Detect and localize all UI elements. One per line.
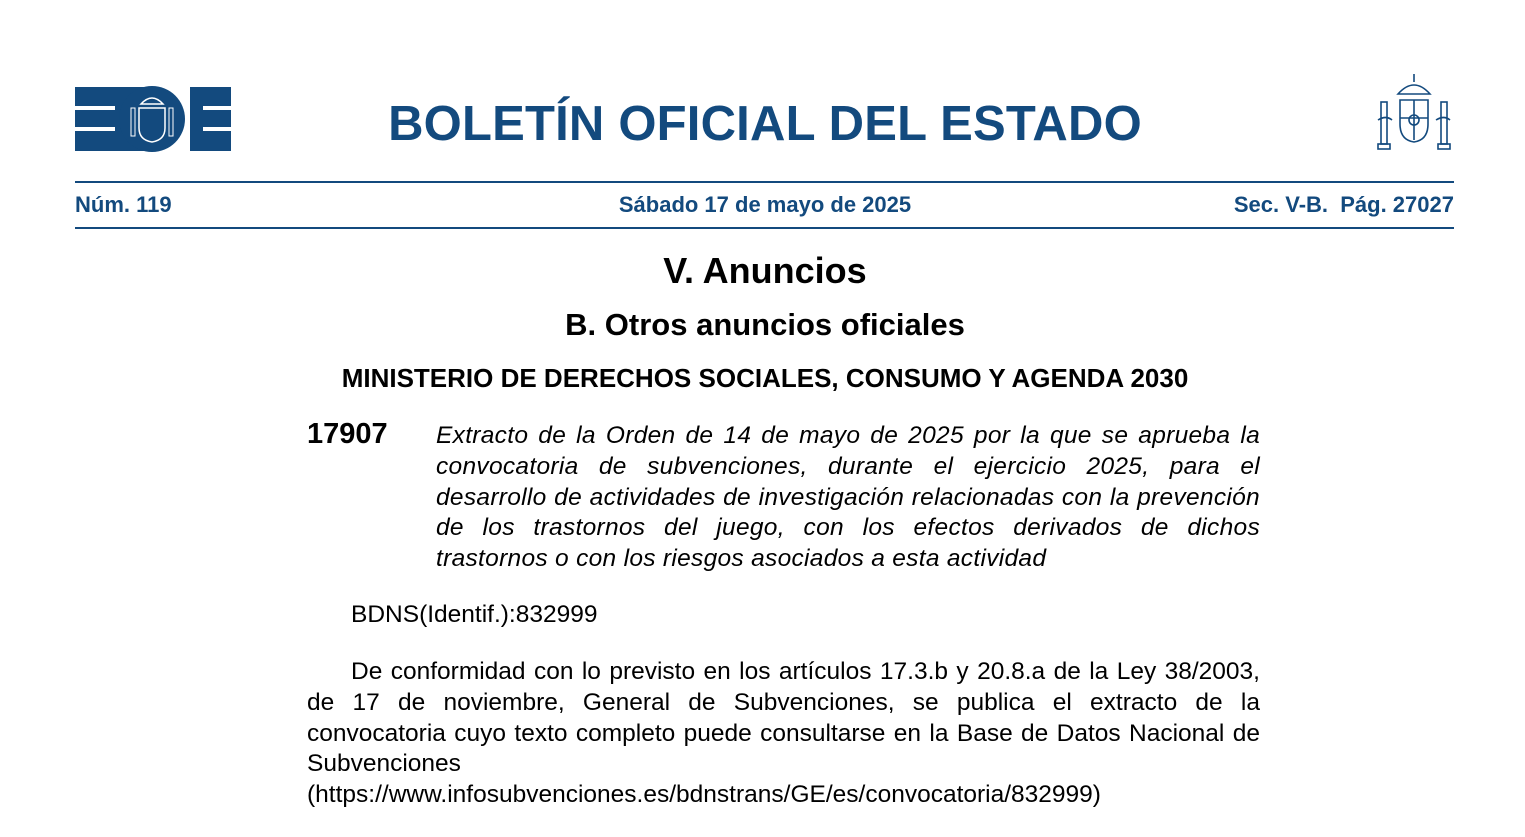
section-page: Sec. V-B. Pág. 27027 xyxy=(1233,192,1454,217)
section-title: V. Anuncios xyxy=(663,250,867,291)
section-subtitle: B. Otros anuncios oficiales xyxy=(565,307,965,342)
coat-of-arms-icon xyxy=(1376,72,1452,152)
issue-number: Núm. 119 xyxy=(75,192,172,217)
bdns-identifier: BDNS(Identif.):832999 xyxy=(351,601,598,628)
announcement-summary: Extracto de la Orden de 14 de mayo de 2025 por la que se aprueba la convocatoria de subvenciones, durante el ejercicio 2025, para el desarrollo de actividades de investigación relacionadas con la prevención de los trastornos del juego, con los efectos derivados de dichos trastornos o con los riesgos asociados a esta actividad xyxy=(436,422,1260,573)
header-bottom-rule xyxy=(75,227,1454,229)
ministry-heading: MINISTERIO DE DERECHOS SOCIALES, CONSUMO Y AGENDA 2030 xyxy=(341,363,1189,393)
gazette-title: BOLETÍN OFICIAL DEL ESTADO xyxy=(388,97,1142,151)
header-top-rule xyxy=(75,181,1454,183)
issue-date: Sábado 17 de mayo de 2025 xyxy=(618,192,912,217)
announcement-body: De conformidad con lo previsto en los artículos 17.3.b y 20.8.a de la Ley 38/2003, de 17 de noviembre, General de Subvenciones, se publica el extracto de la convocatoria cuyo texto completo puede consultarse en la Base de Datos Nacional de Subvenciones (https://www.infosubvenciones.es/bdnstrans/GE/es/convocatoria/832999) xyxy=(307,658,1260,809)
announcement-number: 17907 xyxy=(307,418,388,450)
